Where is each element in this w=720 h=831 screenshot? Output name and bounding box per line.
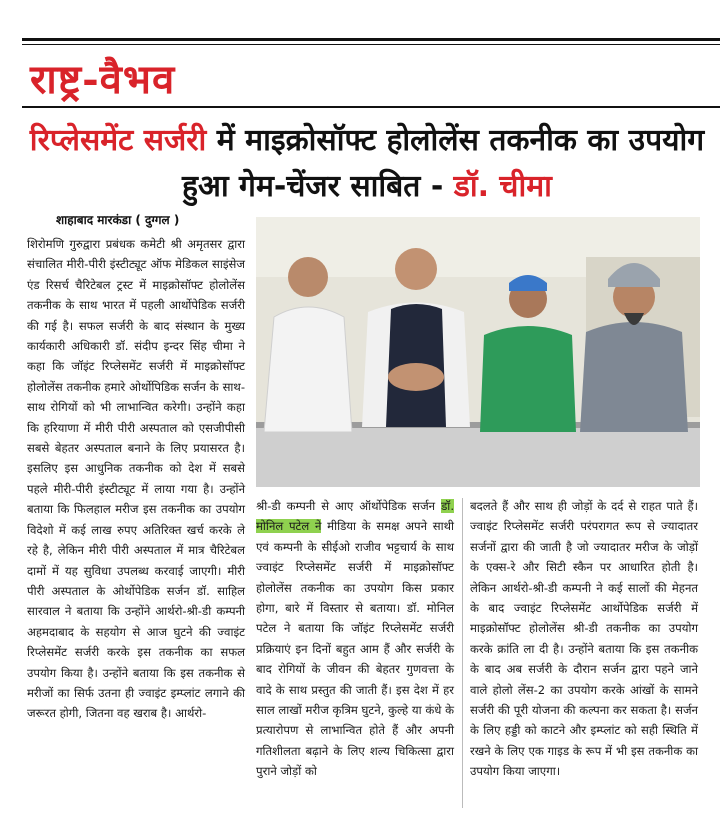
masthead-rule bbox=[22, 106, 720, 108]
col2-lead: श्री-डी कम्पनी से आए ऑर्थोपेडिक सर्जन bbox=[256, 499, 436, 513]
headline-red-end: डॉ. चीमा bbox=[453, 169, 552, 204]
article-column-2 bbox=[256, 496, 454, 782]
byline: शाहाबाद मारकंडा ( दुग्गल ) bbox=[56, 213, 180, 227]
col2-body: मीडिया के समक्ष अपने साथी एवं कम्पनी के सीईओ राजीव भट्टचार्य के साथ ज्वाइंट रिप्लेसमेंट सर्जरी में माइक्रोसॉफ्ट होलोलेंस तकनीक का उपयोग किस प्रकार होगा, बारे में विस्तार से बताया। डॉ. मोनिल पटेल ने बताया कि जॉइंट रिप्लेसमेंट सर्जरी प्रक्रियाएं इन दिनों बहुत आम हैं और सर्जरी के बाद रोगियों के जीवन की बेहतर गुणवत्ता के वादे के साथ प्रस्तुत की जाती हैं। इस देश में हर साल लाखों मरीज कृत्रिम घुटने, कुल्हे या कंधे के प्रत्यारोपण से लाभान्वित होते हैं और अपनी गतिशीलता बढ़ाने के लिए शल्य चिकित्सा द्वारा पुराने जोड़ों को bbox=[256, 519, 455, 779]
top-rule-thin bbox=[22, 44, 720, 45]
column-divider bbox=[462, 498, 463, 808]
news-photo bbox=[256, 217, 700, 487]
article-column-1: शिरोमणि गुरुद्वारा प्रबंधक कमेटी श्री अमृतसर द्वारा संचालित मीरी-पीरी इंस्टीट्यूट ऑफ मेडिकल साइंसेज एंड रिसर्च चैरिटेबल ट्रस्ट में माइक्रोसॉफ्ट होलोलेंस तकनीक के साथ भारत में पहली आर्थोपेडिक सर्जरी की गई है। सफल सर्जरी के बाद संस्थान के मुख्य कार्यकारी अधिकारी डॉ. संदीप इन्दर सिंह चीमा ने कहा कि जॉइंट रिप्लेसमेंट सर्जरी में माइक्रोसॉफ्ट होलोलेंस तकनीक हमारे ओर्थोपिडिक सर्जन के साथ-साथ रोगियों को भी लाभान्वित करेगी। उन्होंने कहा कि हरियाणा में मीरी पीरी अस्पताल को एसजीपीसी सबसे बेहतर अस्पताल बनाने के लिए प्रयासरत है। इसलिए इस आधुनिक तकनीक को देश में सबसे पहले मीरी-पीरी इंस्टीट्यूट में लाया गया है। उन्होंने बताया कि फिलहाल मरीज इस तकनीक का उपयोग विदेशो में कई लाख रुपए अतिरिक्त खर्च करके ले रहे है, लेकिन मीरी पीरी अस्पताल में मात्र चैरिटेबल दामों में यह सुविधा उपलब्ध करवाई जाएगी। मीरी पीरी अस्पताल के ओर्थोपेडिक सर्जन डॉ. साहिल सारवाल ने बताया कि उन्होंने आर्थरो-श्री-डी कम्पनी अहमदाबाद के सहयोग से आज घुटने की ज्वाइंट रिप्लेसमेंट सर्जरी करके इस तकनीक का सफल उपयोग किया है। उन्होंने बताया कि इस तकनीक से मरीजों का सिर्फ उतना ही ज्वाइंट इम्प्लांट लगाने की जरूरत होगी, जितना वह खराब है। आर्थरो- bbox=[27, 237, 245, 721]
headline-black: में माइक्रोसॉफ्ट होलोलेंस तकनीक का उपयोग हुआ गेम-चेंजर साबित - bbox=[182, 123, 705, 204]
top-rule bbox=[22, 38, 720, 41]
highlighted-name: डॉ. मोनिल पटेल ने bbox=[256, 499, 455, 534]
article-column-3: बदलते हैं और साथ ही जोड़ों के दर्द से राहत पाते हैं। ज्वाइंट रिप्लेसमेंट सर्जरी परंपरागत रूप से ज्यादातर सर्जनों द्वारा की जाती है जो ज्यादातर मरीज के जोड़ों के एक्स-रे और सिटी स्कैन पर आधारित होती है। लेकिन आर्थरो-श्री-डी कम्पनी ने कई सालों की मेहनत के बाद ज्वाइंट रिप्लेसमेंट आर्थोपेडिक सर्जरी में माइक्रोसॉफ्ट होलोलेंस श्री-डी तकनीक का उपयोग करके क्रांति ला दी है। उन्होंने बताया कि इस तकनीक के बाद अब सर्जरी के दौरान सर्जन द्वारा पहने जाने वाले होलो लेंस-2 का उपयोग करके आंखों के सामने सर्जरी की पूरी योजना की कल्पना कर सकता है। सर्जन के लिए हड्डी को काटने और इम्प्लांट को सही स्थिति में रखने के लिए एक गाइड के रूप में भी इस तकनीक का उपयोग किया जाएगा। bbox=[470, 499, 698, 779]
headline bbox=[22, 118, 712, 210]
photo-illustration bbox=[256, 217, 700, 487]
masthead: राष्ट्र-वैभव bbox=[30, 56, 176, 103]
headline-red: रिप्लेसमेंट सर्जरी bbox=[29, 123, 207, 158]
